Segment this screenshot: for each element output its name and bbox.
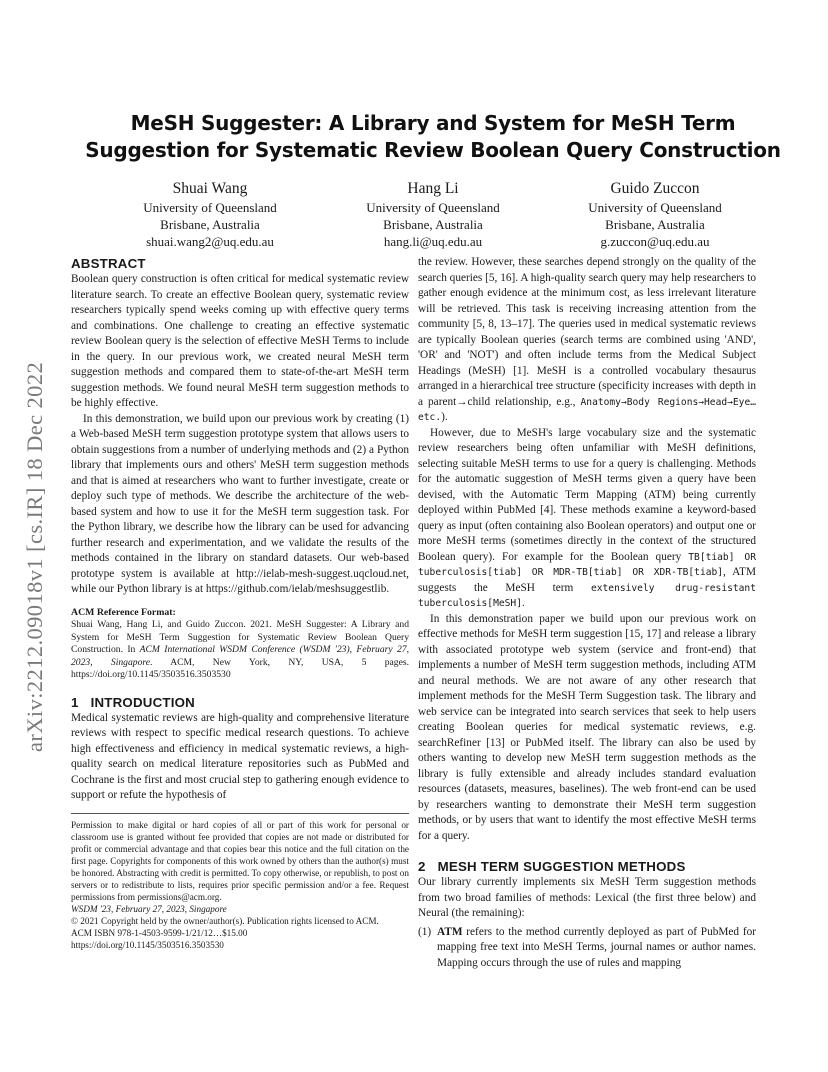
arxiv-identifier: arXiv:2212.09018v1 [cs.IR] 18 Dec 2022 bbox=[22, 361, 47, 752]
author-1 bbox=[90, 178, 330, 250]
method-description: refers to the method currently deployed as part of PubMed for mapping free text into MeSH Terms, journal names or author names. Mapping occurs through the use of rules and mapping bbox=[437, 925, 756, 969]
title-line-2: Suggestion for Systematic Review Boolean Query Construction bbox=[85, 138, 781, 162]
author-2 bbox=[313, 178, 553, 250]
section-2-heading bbox=[418, 858, 756, 875]
list-item-text bbox=[437, 925, 756, 972]
author-name: Guido Zuccon bbox=[610, 180, 700, 197]
author-location: Brisbane, Australia bbox=[160, 217, 260, 232]
acm-reference-heading: ACM Reference Format: bbox=[71, 606, 176, 618]
author-location: Brisbane, Australia bbox=[383, 217, 483, 232]
method-name: ATM bbox=[437, 925, 463, 938]
author-email: hang.li@uq.edu.au bbox=[383, 234, 483, 249]
doi-line: https://doi.org/10.1145/3503516.3503530 bbox=[71, 939, 224, 950]
author-email: shuai.wang2@uq.edu.au bbox=[146, 234, 274, 249]
intro-text-end: . bbox=[521, 597, 525, 609]
left-column bbox=[71, 255, 409, 951]
mesh-tree-example: Anatomy→Body Regions→Head→Eye…etc. bbox=[418, 396, 757, 423]
author-email: g.zuccon@uq.edu.au bbox=[600, 234, 710, 249]
intro-text-end: ). bbox=[441, 411, 448, 423]
author-affiliation: University of Queensland bbox=[366, 200, 500, 215]
section-title: INTRODUCTION bbox=[90, 694, 195, 710]
list-item-label: (1) bbox=[418, 925, 432, 938]
section-number: 2 bbox=[418, 859, 426, 874]
introduction-paragraph-1: Medical systematic reviews are high-quality and comprehensive literature reviews with respect to specific medical research questions. To achieve high effectiveness and efficiency in medical systematic reviews, a high-quality search on medical literature repositories such as PubMed and Cochrane is the first and most crucial step to gathering enough evidence to support or refute the hypothesis of bbox=[71, 711, 409, 801]
right-column bbox=[418, 255, 756, 971]
copyright-line: © 2021 Copyright held by the owner/author(s). Publication rights licensed to ACM. bbox=[71, 915, 379, 926]
acm-reference-venue: ACM International WSDM Conference (WSDM '23), February 27, 2023, Singapore bbox=[71, 644, 409, 668]
abstract-heading: ABSTRACT bbox=[71, 256, 146, 271]
author-3 bbox=[535, 178, 775, 250]
intro-paragraph-3: In this demonstration paper we build upon our previous work on effective methods for MeSH term suggestion [15, 17] and release a library with associated prototype web system (service and front-end) that implements a number of MeSH term suggestion methods, including ATM and neural methods. We are not aware of any other research that implement methods for the MeSH Term Suggestion task. The library and web service can be integrated into search services that seek to help users creating Boolean queries for medical systematic reviews, e.g. searchRefiner [13] or PubMed itself. The library can also be used by others wanting to develop new MeSH term suggestion methods as the library is fully extensible and already includes standard evaluation resources (datasets, measures, baselines). The web front-end can be used by researchers wanting to demonstrate their MeSH term suggestion methods, or by users that want to identify the most effective MeSH terms for a query. bbox=[418, 612, 756, 842]
acm-reference-doi: . ACM, New York, NY, USA, 5 pages. https://doi.org/10.1145/3503516.3503530 bbox=[71, 656, 409, 680]
intro-paragraph-continued bbox=[418, 255, 756, 426]
conference-line: WSDM '23, February 27, 2023, Singapore bbox=[71, 903, 227, 914]
author-affiliation: University of Queensland bbox=[143, 200, 277, 215]
abstract-paragraph-2: In this demonstration, we build upon our previous work by creating (1) a Web-based MeSH term suggestion prototype system that allows users to obtain suggestions from a number of underlying methods and (2) a Python library that implements ours and others' MeSH term suggestion methods and that is aimed at researchers who want to further investigate, create or deploy such type of methods. We describe the architecture of the web-based system and how to use it for the MeSH term suggestion task. For the Python library, we describe how the library can be used for advancing further research and experimentation, and we validate the results of the methods contained in the library on standard datasets. Our web-based prototype system is available at http://ielab-mesh-suggest.uqcloud.net, while our Python library is at https://github.com/ielab/meshsuggestlib. bbox=[71, 412, 409, 595]
abstract-paragraph-1: Boolean query construction is often critical for medical systematic review literature search. To create an effective Boolean query, systematic review researchers typically spend weeks coming up with effective query terms and combinations. One challenge to creating an effective systematic review Boolean query is the selection of effective MeSH Terms to include in the query. In our previous work, we created neural MeSH term suggestion methods and compared them to state-of-the-art MeSH term suggestion methods. We found neural MeSH term suggestion methods to be highly effective. bbox=[71, 273, 409, 409]
title-line-1: MeSH Suggester: A Library and System for MeSH Term bbox=[130, 111, 736, 135]
section-2-paragraph-1: Our library currently implements six MeSH Term suggestion methods from two broad families of methods: Lexical (the first three below) and Neural (the remaining): bbox=[418, 876, 756, 919]
section-title: MESH TERM SUGGESTION METHODS bbox=[437, 859, 686, 874]
list-item bbox=[418, 925, 756, 972]
mesh-term-example: extensively drug-resistant tuberculosis[MeSH] bbox=[418, 582, 756, 609]
intro-text: , ATM suggests the MeSH term bbox=[418, 566, 756, 594]
boolean-query-example: TB[tiab] OR tuberculosis[tiab] OR MDR-TB[tiab] OR XDR-TB[tiab] bbox=[418, 551, 756, 578]
permission-notice: Permission to make digital or hard copies of all or part of this work for personal or classroom use is granted without fee provided that copies are not made or distributed for profit or commercial advantage and that copies bear this notice and the full citation on the first page. Copyrights for components of this work owned by others than the author(s) must be honored. Abstracting with credit is permitted. To copy otherwise, or republish, to post on servers or to redistribute to lists, requires prior specific permission and/or a fee. Request permissions from permissions@acm.org. bbox=[71, 819, 409, 902]
paper-title bbox=[60, 110, 806, 164]
author-affiliation: University of Queensland bbox=[588, 200, 722, 215]
introduction-heading bbox=[71, 694, 409, 711]
intro-text: However, due to MeSH's large vocabulary size and the systematic review researchers being often unfamiliar with MeSH definitions, selecting suitable MeSH terms to use for a query is challenging. Methods for the automatic suggestion of MeSH terms given a query have been devised, with the Automatic Term Mapping (ATM) being currently deployed within PubMed [4]. These methods examine a keyword-based query as input (often containing also Boolean operators) and output one or more MeSH terms (sometimes directly in the context of the structured Boolean query). For example for the Boolean query bbox=[418, 426, 756, 563]
acm-reference-text bbox=[71, 619, 409, 682]
intro-text: the review. However, these searches depend strongly on the quality of the search queries [5, 16]. A high-quality search query may help researchers to gather enough evidence at the minimum cost, as less irrelevant literature will be retrieved. This task is receiving increasing attention from the community [5, 8, 13–17]. The queries used in medical systematic reviews are typically Boolean queries (search terms are combined using 'AND', 'OR' and 'NOT') and often include terms from the Medical Subject Headings (MeSH) [1]. MeSH is a controlled vocabulary thesaurus arranged in a hierarchical tree structure (specificity increases with depth in a parent→child relationship, e.g., bbox=[418, 256, 756, 408]
intro-paragraph-2 bbox=[418, 426, 756, 612]
isbn-line: ACM ISBN 978-1-4503-9599-1/21/12…$15.00 bbox=[71, 927, 248, 938]
author-location: Brisbane, Australia bbox=[605, 217, 705, 232]
author-name: Shuai Wang bbox=[172, 180, 248, 197]
section-number: 1 bbox=[71, 694, 79, 710]
footnote-separator bbox=[71, 813, 409, 814]
author-name: Hang Li bbox=[407, 180, 459, 197]
acm-reference-authors: Shuai Wang, Hang Li, and Guido Zuccon. 2021. MeSH Suggester: A Library and System for MeSH Term Suggestion for Systematic Review Boolean Query Construction. In bbox=[71, 619, 409, 655]
